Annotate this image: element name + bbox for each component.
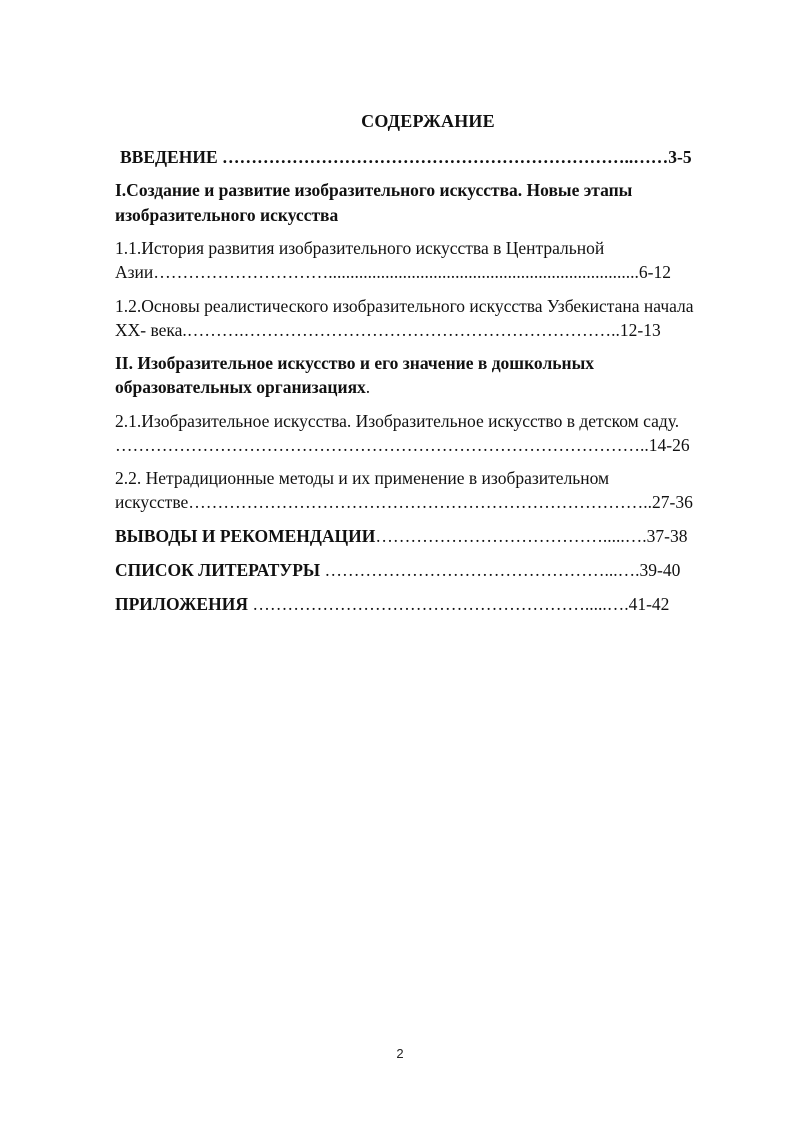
toc-chapter2-title-line2-period: .	[365, 377, 371, 397]
toc-chapter2-title-line2	[115, 374, 740, 400]
toc-literature-leader: …………………………………………...….39-40	[320, 560, 681, 580]
toc-section-1-1-line1: 1.1.История развития изобразительного искусства в Центральной	[115, 238, 605, 258]
toc-chapter2-title-line2-text: образовательных организациях	[115, 377, 366, 397]
toc-section-2-1-line1: 2.1.Изобразительное искусства. Изобразительное искусство в детском саду.	[115, 411, 680, 431]
toc-conclusions	[115, 523, 740, 549]
toc-appendix	[115, 591, 740, 617]
toc-chapter1-title-line1: I.Создание и развитие изобразительного искусства. Новые этапы	[115, 180, 633, 200]
toc-section-2-2-line2: искусстве……………………………………………………………………..27-36	[115, 492, 693, 512]
toc-section-1-1-line2: Азии………………………….......................................................................6-12	[115, 262, 671, 282]
toc-literature	[115, 557, 740, 583]
toc-section-1-2-line1: 1.2.Основы реалистического изобразительного искусства Узбекистана начала	[115, 296, 694, 316]
toc-chapter2-title-line1: II. Изобразительное искусство и его значение в дошкольных	[115, 353, 595, 373]
toc-conclusions-leader: ………………………………….....….37-38	[375, 526, 688, 546]
toc-section-2-2-line1: 2.2. Нетрадиционные методы и их применение в изобразительном	[115, 468, 610, 488]
page-title: СОДЕРЖАНИЕ	[361, 111, 495, 131]
page-number: 2	[396, 1046, 404, 1061]
toc-section-2-1-line2: ………………………………………………………………………………..14-26	[115, 435, 690, 455]
toc-conclusions-title: ВЫВОДЫ И РЕКОМЕНДАЦИИ	[115, 526, 376, 546]
toc-chapter1-title-line2: изобразительного искусства	[115, 205, 339, 225]
toc-appendix-leader: ………………………………………………….....….41-42	[247, 594, 670, 614]
toc-literature-title: СПИСОК ЛИТЕРАТУРЫ	[115, 560, 321, 580]
toc-appendix-title: ПРИЛОЖЕНИЯ	[115, 594, 248, 614]
toc-intro: ВВЕДЕНИЕ ……………………………………………………………..……3-5	[120, 147, 692, 167]
toc-section-1-2-line2: XX- века.……….………………………………………………………..12-13	[115, 320, 661, 340]
